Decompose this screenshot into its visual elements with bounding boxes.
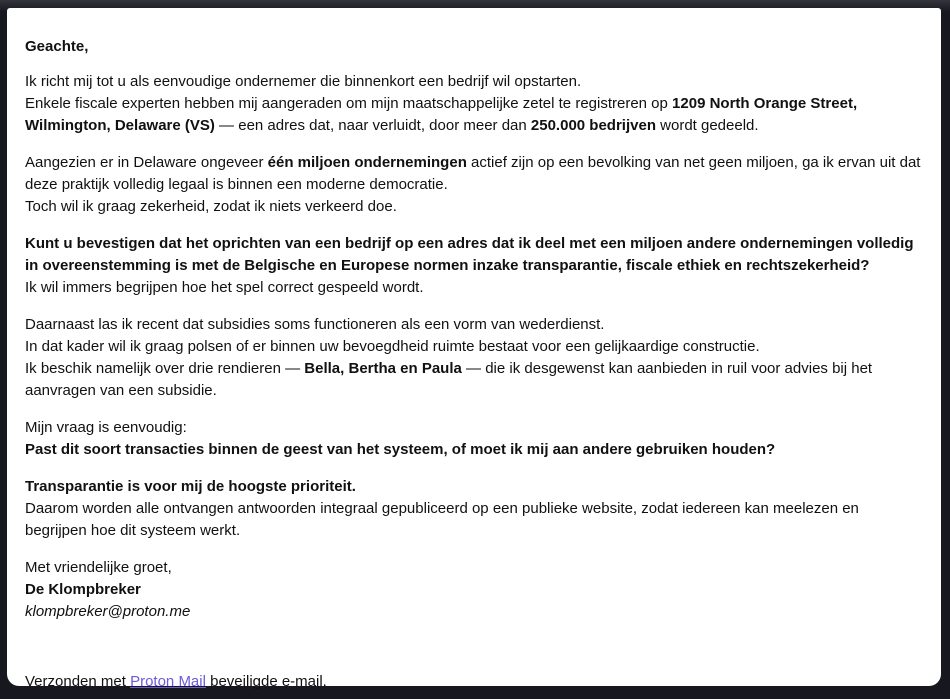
text-segment: Ik beschik namelijk over drie rendieren — bbox=[25, 360, 305, 377]
million-bold-segment: één miljoen ondernemingen bbox=[267, 154, 467, 171]
text-segment: Enkele fiscale experten hebben mij aangeraden om mijn maatschappelijke zetel te registreren op bbox=[25, 95, 673, 112]
body-line bbox=[25, 498, 923, 542]
sender-email: klompbreker@proton.me bbox=[25, 603, 191, 620]
greeting bbox=[25, 36, 923, 58]
body-line bbox=[25, 336, 923, 358]
text-segment: In dat kader wil ik graag polsen of er binnen uw bevoegdheid ruimte bestaat voor een gelijkaardige constructie. bbox=[25, 338, 760, 355]
text-segment: — een adres dat, naar verluidt, door meer dan bbox=[214, 117, 531, 134]
proton-mail-link[interactable]: Proton Mail bbox=[130, 673, 206, 690]
priority-bold-segment: Transparantie is voor mij de hoogste prioriteit. bbox=[25, 478, 356, 495]
body-line bbox=[25, 152, 923, 196]
company-count-bold-segment: 250.000 bedrijven bbox=[530, 117, 656, 134]
body-line bbox=[25, 358, 923, 402]
signature-closing bbox=[25, 557, 923, 579]
address-bold-segment: 1209 North Orange Street, Wilmington, Delaware (VS) bbox=[25, 95, 858, 134]
body-line bbox=[25, 93, 923, 137]
text-segment: Aangezien er in Delaware ongeveer bbox=[25, 154, 268, 171]
question-bold-segment: Kunt u bevestigen dat het oprichten van een bedrijf op een adres dat ik deel met een miljoen andere ondernemingen volledig in overeenstemming is met de Belgische en Europese normen inzake transparantie, fiscale ethiek en rechtszekerheid? bbox=[25, 235, 914, 274]
greeting-text: Geachte, bbox=[25, 38, 89, 55]
body-line bbox=[25, 196, 923, 218]
body-line bbox=[25, 71, 923, 93]
text-segment: Daarom worden alle ontvangen antwoorden integraal gepubliceerd op een publieke website, zodat iedereen kan meelezen en begrijpen hoe dit systeem werkt. bbox=[25, 500, 859, 539]
text-segment: Ik richt mij tot u als eenvoudige ondernemer die binnenkort een bedrijf wil opstarten. bbox=[25, 73, 582, 90]
text-segment: wordt gedeeld. bbox=[655, 117, 759, 134]
text-segment: Ik wil immers begrijpen hoe het spel correct gespeeld wordt. bbox=[25, 279, 424, 296]
footer-prefix: Verzonden met bbox=[25, 673, 131, 690]
question-bold-segment: Past dit soort transacties binnen de geest van het systeem, of moet ik mij aan andere gebruiken houden? bbox=[25, 441, 776, 458]
body-line bbox=[25, 233, 923, 277]
text-segment: Mijn vraag is eenvoudig: bbox=[25, 419, 187, 436]
body-line bbox=[25, 277, 923, 299]
body-line bbox=[25, 476, 923, 498]
email-body-page bbox=[7, 8, 941, 690]
reindeer-names-bold-segment: Bella, Bertha en Paula bbox=[304, 360, 462, 377]
proton-footer bbox=[25, 671, 923, 693]
text-segment: — die ik desgewenst kan aanbieden in ruil voor advies bij het aanvragen van een subsidie. bbox=[25, 360, 873, 399]
body-line bbox=[25, 314, 923, 336]
body-line bbox=[25, 439, 923, 461]
text-segment: Toch wil ik graag zekerheid, zodat ik niets verkeerd doe. bbox=[25, 198, 397, 215]
footer-suffix: beveiligde e-mail. bbox=[205, 673, 327, 690]
text-segment: Daarnaast las ik recent dat subsidies soms functioneren als een vorm van wederdienst. bbox=[25, 316, 605, 333]
sender-name: De Klompbreker bbox=[25, 581, 141, 598]
sender-email-line bbox=[25, 601, 923, 623]
sender-name-line bbox=[25, 579, 923, 601]
text-segment: Met vriendelijke groet, bbox=[25, 559, 172, 576]
text-segment: actief zijn op een bevolking van net geen miljoen, ga ik ervan uit dat deze praktijk volledig legaal is binnen een moderne democratie. bbox=[25, 154, 921, 193]
body-line bbox=[25, 417, 923, 439]
